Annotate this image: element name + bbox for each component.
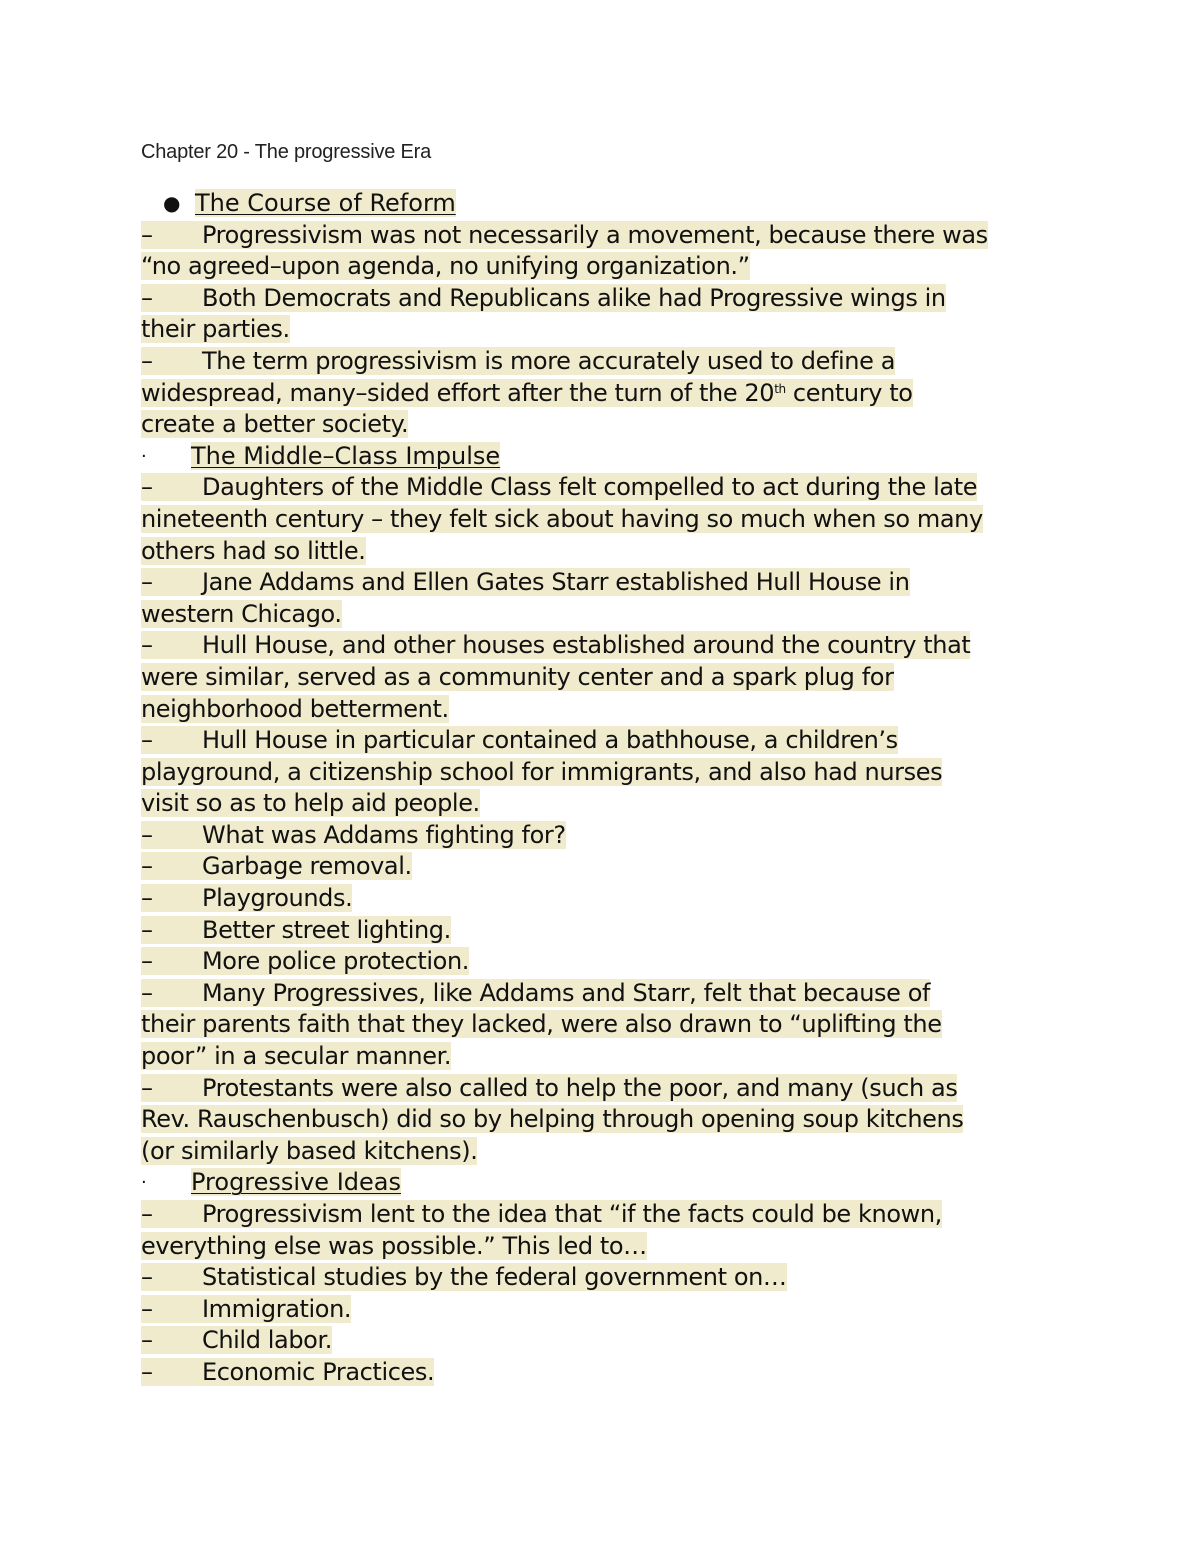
list-item: –Jane Addams and Ellen Gates Starr established Hull House in: [141, 568, 910, 597]
list-item: create a better society.: [141, 410, 409, 439]
list-item: –Progressivism lent to the idea that “if the facts could be known,: [141, 1200, 942, 1228]
list-item: –Hull House in particular contained a bathhouse, a children’s: [141, 726, 898, 755]
section-heading: [141, 441, 1081, 473]
list-item: –Many Progressives, like Addams and Starr, felt that because of: [141, 978, 931, 1007]
list-item: western Chicago.: [141, 599, 342, 628]
list-item: –Daughters of the Middle Class felt compelled to act during the late: [141, 473, 978, 502]
page-title: Chapter 20 - The progressive Era: [141, 141, 432, 163]
list-item: –Hull House, and other houses established around the country that: [141, 631, 971, 660]
section-heading: [141, 1167, 1081, 1199]
list-item: –What was Addams fighting for?: [141, 820, 566, 849]
section-heading-text: The Course of Reform: [195, 189, 456, 217]
list-item: others had so little.: [141, 536, 366, 565]
section-progressive-ideas: [141, 1167, 1081, 1388]
list-item: “no agreed–upon agenda, no unifying organization.”: [141, 252, 750, 281]
section-heading: [141, 188, 1081, 220]
section-middle-class-impulse: [141, 441, 1081, 1168]
list-item: –Economic Practices.: [141, 1357, 435, 1386]
list-item: playground, a citizenship school for immigrants, and also had nurses: [141, 757, 943, 786]
list-item: their parents faith that they lacked, were also drawn to “uplifting the: [141, 1010, 942, 1039]
list-item: –Both Democrats and Republicans alike had Progressive wings in: [141, 283, 946, 312]
list-item: –Child labor.: [141, 1326, 332, 1355]
list-item: –Immigration.: [141, 1294, 352, 1323]
list-item: –More police protection.: [141, 947, 469, 976]
list-item: visit so as to help aid people.: [141, 789, 480, 818]
list-item: –Playgrounds.: [141, 884, 353, 913]
list-item: poor” in a secular manner.: [141, 1042, 452, 1071]
bullet-icon: ·: [141, 445, 147, 467]
list-item: Rev. Rauschenbusch) did so by helping through opening soup kitchens: [141, 1105, 964, 1134]
list-item: –Better street lighting.: [141, 915, 451, 944]
superscript-th: th: [774, 381, 786, 396]
section-heading-text: The Middle–Class Impulse: [191, 441, 501, 470]
list-item: –The term progressivism is more accurately used to define a: [141, 346, 896, 375]
list-item: –Protestants were also called to help the poor, and many (such as: [141, 1073, 958, 1102]
list-item: were similar, served as a community center and a spark plug for: [141, 662, 894, 691]
list-item: widespread, many–sided effort after the turn of the 20th century to: [141, 378, 913, 407]
list-item: their parties.: [141, 315, 290, 344]
bullet-icon: ·: [141, 1172, 147, 1194]
section-heading-text: Progressive Ideas: [191, 1168, 401, 1197]
list-item: neighborhood betterment.: [141, 694, 449, 723]
list-item: –Progressivism was not necessarily a movement, because there was: [141, 220, 988, 249]
section-course-of-reform: [141, 188, 1081, 441]
list-item: (or similarly based kitchens).: [141, 1136, 478, 1165]
list-item: everything else was possible.” This led to…: [141, 1231, 647, 1260]
document-page: [141, 138, 1081, 1389]
list-item: –Garbage removal.: [141, 852, 412, 881]
bullet-icon: ●: [163, 191, 181, 215]
list-item: –Statistical studies by the federal government on…: [141, 1263, 787, 1292]
list-item: nineteenth century – they felt sick about having so much when so many: [141, 504, 983, 533]
